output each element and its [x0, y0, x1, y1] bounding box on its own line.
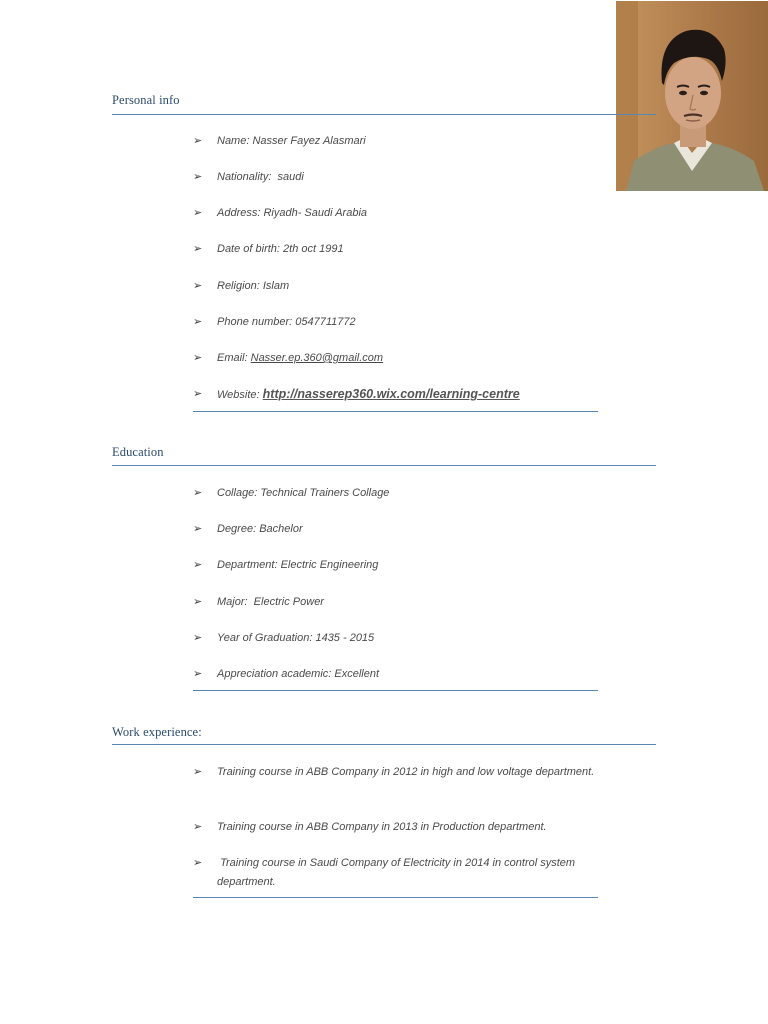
- item-text: Religion: Islam: [217, 280, 290, 292]
- item-text: Appreciation academic: Excellent: [217, 668, 380, 680]
- item-text: Training course in ABB Company in 2013 in Production department.: [217, 821, 547, 833]
- arrow-bullet-icon: ➢: [193, 171, 203, 183]
- list-item-graduation-year: [193, 629, 613, 648]
- list-item-appreciation: [193, 665, 613, 684]
- arrow-bullet-icon: ➢: [193, 207, 203, 219]
- arrow-bullet-icon: ➢: [193, 280, 203, 292]
- item-text: Date of birth: 2th oct 1991: [217, 243, 344, 255]
- list-item-website: [193, 385, 613, 405]
- list-item-work-3: [193, 854, 598, 892]
- item-text: Address: Riyadh- Saudi Arabia: [217, 207, 368, 219]
- list-item-college: [193, 484, 613, 503]
- section-divider: [112, 114, 656, 115]
- item-text: Degree: Bachelor: [217, 523, 303, 535]
- list-item-email: [193, 349, 613, 368]
- item-text: Year of Graduation: 1435 - 2015: [217, 632, 375, 644]
- email-link[interactable]: Nasser.ep.360@gmail.com: [250, 352, 384, 364]
- subsection-divider: [193, 690, 598, 691]
- list-item-nationality: [193, 168, 613, 187]
- arrow-bullet-icon: ➢: [193, 821, 203, 833]
- arrow-bullet-icon: ➢: [193, 857, 203, 869]
- item-text: [217, 349, 613, 368]
- list-item-address: [193, 204, 613, 223]
- item-text: Collage: Technical Trainers Collage: [217, 487, 390, 499]
- arrow-bullet-icon: ➢: [193, 596, 203, 608]
- profile-photo: [616, 1, 768, 191]
- item-text: [217, 385, 613, 405]
- list-item-degree: [193, 520, 613, 539]
- item-text: Training course in Saudi Company of Electricity in 2014 in control system department.: [217, 857, 579, 888]
- item-text: Nationality: saudi: [217, 171, 304, 183]
- website-label: Website:: [217, 389, 263, 401]
- arrow-bullet-icon: ➢: [193, 766, 203, 778]
- list-item-phone: [193, 313, 613, 332]
- website-link[interactable]: http://nasserep360.wix.com/learning-centre: [262, 387, 520, 401]
- arrow-bullet-icon: ➢: [193, 352, 203, 364]
- subsection-divider: [193, 897, 598, 898]
- item-text: Phone number: 0547711772: [217, 316, 356, 328]
- arrow-bullet-icon: ➢: [193, 135, 203, 147]
- subsection-divider: [193, 411, 598, 412]
- list-item-work-1: [193, 763, 598, 782]
- item-text: Major: Electric Power: [217, 596, 324, 608]
- arrow-bullet-icon: ➢: [193, 632, 203, 644]
- section-title-work-experience: Work experience:: [112, 725, 202, 739]
- arrow-bullet-icon: ➢: [193, 243, 203, 255]
- arrow-bullet-icon: ➢: [193, 316, 203, 328]
- item-text: Name: Nasser Fayez Alasmari: [217, 135, 366, 147]
- arrow-bullet-icon: ➢: [193, 559, 203, 571]
- item-text: Training course in ABB Company in 2012 in high and low voltage department.: [217, 766, 595, 778]
- list-item-religion: [193, 277, 613, 296]
- email-label: Email:: [217, 352, 251, 364]
- section-divider: [112, 744, 656, 745]
- list-item-date-of-birth: [193, 240, 613, 259]
- section-divider: [112, 465, 656, 466]
- list-item-department: [193, 556, 613, 575]
- arrow-bullet-icon: ➢: [193, 668, 203, 680]
- section-title-personal-info: Personal info: [112, 93, 180, 107]
- item-text: Department: Electric Engineering: [217, 559, 379, 571]
- arrow-bullet-icon: ➢: [193, 388, 203, 400]
- section-title-education: Education: [112, 445, 164, 459]
- list-item-work-2: [193, 818, 613, 837]
- arrow-bullet-icon: ➢: [193, 487, 203, 499]
- list-item-name: [193, 132, 613, 151]
- arrow-bullet-icon: ➢: [193, 523, 203, 535]
- list-item-major: [193, 593, 613, 612]
